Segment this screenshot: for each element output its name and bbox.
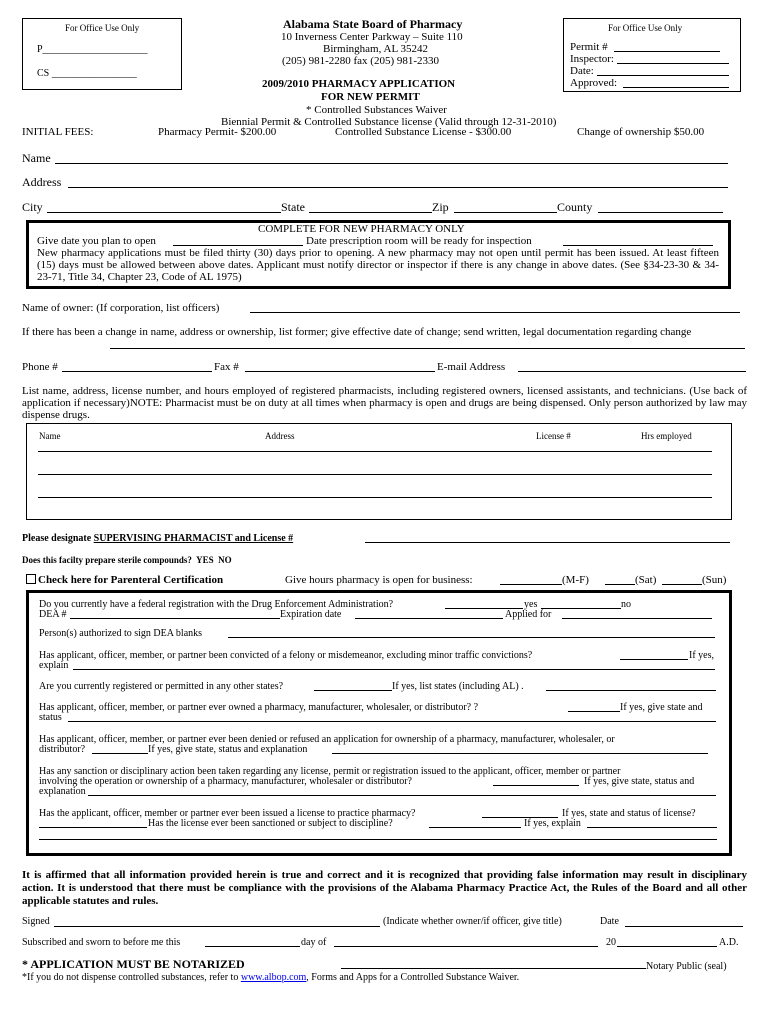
table-header-hrs: Hrs employed — [641, 431, 692, 441]
state-field[interactable] — [309, 212, 432, 213]
affirmation-text: It is affirmed that all information provided herein is true and correct and it is recognized that providing false information may result in disciplinary action. It is understood that there must be compliance with the provisions of the Alabama Pharmacy Practice Act, the Rules of the Board and all other applicable statutes and rules. — [22, 869, 747, 907]
signed-label: Signed — [22, 916, 50, 927]
zip-field[interactable] — [454, 212, 557, 213]
zip-label: Zip — [432, 200, 449, 214]
address-label: Address — [22, 175, 62, 189]
office-p-field[interactable]: P_____________________ — [37, 44, 148, 55]
notary-signature-field[interactable] — [341, 968, 646, 969]
fee-change-ownership: Change of ownership $50.00 — [577, 126, 705, 138]
pharmacists-table — [26, 423, 732, 520]
felony-explain-label: explain — [39, 660, 69, 671]
hours-mf-label: (M-F) — [562, 574, 589, 586]
owned-if-yes: If yes, give state and — [620, 702, 703, 713]
permit-field[interactable]: Permit # — [570, 41, 608, 53]
hours-sun-field[interactable] — [662, 584, 702, 585]
permit-line — [614, 51, 720, 52]
county-label: County — [557, 200, 593, 214]
phone-label: Phone # — [22, 361, 58, 373]
email-field[interactable] — [518, 371, 746, 372]
change-text: If there has been a change in name, address or ownership, list former; give effective date of change; send written, legal documentation regarding change — [22, 326, 692, 338]
fee-controlled-substance: Controlled Substance License - $300.00 — [335, 126, 512, 138]
authorized-label: Person(s) authorized to sign DEA blanks — [39, 628, 203, 639]
waiver-note: * Controlled Substances Waiver — [306, 104, 447, 116]
footer-note: *If you do not dispense controlled substances, refer to www.albop.com, Forms and Apps for a Controlled Substance Waiver. — [22, 972, 520, 983]
license-question: Has the applicant, officer, member or partner ever been issued a license to practice pharmacy? — [39, 808, 416, 819]
applied-for-label: Applied for — [505, 609, 552, 620]
table-row[interactable] — [38, 497, 712, 498]
new-pharmacy-title: COMPLETE FOR NEW PHARMACY ONLY — [258, 223, 465, 235]
owned-status-field[interactable] — [68, 721, 716, 722]
sworn-ad-label: A.D. — [719, 937, 739, 948]
denied-answer-field[interactable] — [92, 753, 148, 754]
authorized-field[interactable] — [228, 637, 715, 638]
sworn-label: Subscribed and sworn to before me this — [22, 937, 181, 948]
email-label: E-mail Address — [437, 361, 506, 373]
board-address1: 10 Inverness Center Parkway – Suite 110 — [281, 31, 463, 43]
approved-line — [623, 87, 729, 88]
board-phone: (205) 981-2280 fax (205) 981-2330 — [282, 55, 440, 67]
hours-sat-label: (Sat) — [635, 574, 657, 586]
new-pharmacy-text: New pharmacy applications must be filed thirty (30) days prior to opening. A new pharmacy may not open until permit has been issued. At least fifteen (15) days must be allowed between above dates. Applicant must notify director or inspector if there is any change in above dates. (See §34-23-30 & 34-23-71, Title 34, Chapter 23, Code of AL 1975) — [37, 247, 719, 283]
table-header-address: Address — [265, 431, 295, 441]
denied-explain-field[interactable] — [332, 753, 708, 754]
sworn-month-field[interactable] — [334, 946, 598, 947]
other-states-question: Are you currently registered or permitted in any other states? — [39, 681, 284, 692]
table-row[interactable] — [38, 474, 712, 475]
signed-field[interactable] — [54, 926, 380, 927]
table-row[interactable] — [38, 451, 712, 452]
phone-field[interactable] — [62, 371, 212, 372]
signed-date-field[interactable] — [625, 926, 743, 927]
notarized-warning: * APPLICATION MUST BE NOTARIZED — [22, 957, 245, 971]
inspector-field[interactable]: Inspector: — [570, 53, 614, 65]
albop-link[interactable]: www.albop.com — [240, 972, 307, 983]
county-field[interactable] — [598, 212, 723, 213]
other-states-answer-field[interactable] — [314, 690, 392, 691]
sanction-if-yes: If yes, give state, status and — [584, 776, 695, 787]
board-address2: Birmingham, AL 35242 — [323, 43, 429, 55]
dea-question: Do you currently have a federal registration with the Drug Enforcement Administration? — [39, 599, 394, 610]
expiration-label: Expiration date — [280, 609, 342, 620]
dea-no-label: no — [621, 599, 631, 610]
owned-question: Has applicant, officer, member, or partner ever owned a pharmacy, manufacturer, wholesaler, or distributor? ? — [39, 702, 479, 713]
name-field[interactable] — [55, 163, 728, 164]
sworn-year-field[interactable] — [617, 946, 717, 947]
owner-field[interactable] — [250, 312, 740, 313]
table-header-name: Name — [39, 431, 61, 441]
sanctioned-explain-field[interactable] — [587, 827, 717, 828]
signed-date-label: Date — [600, 916, 619, 927]
owner-label: Name of owner: (If corporation, list officers) — [22, 302, 220, 314]
extra-explain-field[interactable] — [39, 839, 717, 840]
change-field[interactable] — [110, 348, 745, 349]
board-title: Alabama State Board of Pharmacy — [283, 17, 463, 31]
dea-yes-label: yes — [524, 599, 538, 610]
fee-permit: Pharmacy Permit- $200.00 — [158, 126, 277, 138]
denied-if-yes: If yes, give state, status and explanation — [148, 744, 308, 755]
date-line — [597, 75, 729, 76]
parenteral-checkbox[interactable]: Check here for Parenteral Certification — [26, 574, 223, 586]
dea-no-field[interactable] — [541, 608, 621, 609]
dea-number-label: DEA # — [39, 609, 67, 620]
city-label: City — [22, 200, 43, 214]
notary-label: Notary Public (seal) — [646, 961, 727, 972]
application-subtitle: FOR NEW PERMIT — [321, 91, 420, 103]
other-states-list-label: If yes, list states (including AL) . — [392, 681, 524, 692]
sworn-day-label: day of — [301, 937, 327, 948]
address-field[interactable] — [68, 187, 728, 188]
hours-mf-field[interactable] — [500, 584, 562, 585]
sworn-day-field[interactable] — [205, 946, 300, 947]
date-field[interactable]: Date: — [570, 65, 594, 77]
felony-if-yes: If yes, — [689, 650, 714, 661]
sterile-yes[interactable]: YES — [196, 555, 214, 565]
dea-number-field[interactable] — [70, 618, 280, 619]
fax-field[interactable] — [245, 371, 435, 372]
state-label: State — [281, 200, 305, 214]
office-use-right-label: For Office Use Only — [608, 23, 683, 33]
owned-answer-field[interactable] — [568, 711, 620, 712]
inspector-line — [617, 63, 729, 64]
ready-date-label: Date prescription room will be ready for inspection — [306, 235, 532, 247]
felony-explain-field[interactable] — [73, 669, 715, 670]
office-cs-field[interactable]: CS _________________ — [37, 68, 137, 79]
sterile-no[interactable]: NO — [218, 555, 232, 565]
sanction-answer-field[interactable] — [493, 785, 579, 786]
ready-date-field[interactable] — [563, 245, 713, 246]
biennial-note: Biennial Permit & Controlled Substance license (Valid through 12-31-2010) — [221, 116, 557, 128]
sanctioned-if-yes: If yes, explain — [524, 818, 581, 829]
supervising-field[interactable] — [365, 542, 730, 543]
approved-field[interactable]: Approved: — [570, 77, 618, 89]
denied-distributor-label: distributor? — [39, 744, 86, 755]
sanction-question: Has any sanction or disciplinary action been taken regarding any license, permit or registration issued to the applicant, officer, member or partner — [39, 766, 621, 777]
sanctioned-answer-field[interactable] — [429, 827, 521, 828]
applied-for-field[interactable] — [562, 618, 712, 619]
supervising-label: Please designate SUPERVISING PHARMACIST and License # — [22, 533, 294, 544]
name-label: Name — [22, 151, 51, 165]
application-title: 2009/2010 PHARMACY APPLICATION — [262, 78, 456, 90]
license-if-yes: If yes, state and status of license? — [562, 808, 696, 819]
expiration-field[interactable] — [355, 618, 503, 619]
signed-indicate: (Indicate whether owner/if officer, give title) — [383, 916, 562, 927]
city-field[interactable] — [47, 212, 281, 213]
office-use-left-label: For Office Use Only — [65, 23, 140, 33]
open-date-field[interactable] — [173, 245, 303, 246]
table-header-license: License # — [536, 431, 571, 441]
felony-question: Has applicant, officer, member, or partner been convicted of a felony or misdemeanor, excluding minor traffic convictions? — [39, 650, 533, 661]
denied-question: Has applicant, officer, member, or partner ever been denied or refused an application for ownership of a pharmacy, manufacturer, wholesaler, or — [39, 734, 615, 745]
checkbox-icon[interactable] — [26, 574, 36, 584]
hours-sun-label: (Sun) — [702, 574, 727, 586]
hours-sat-field[interactable] — [605, 584, 635, 585]
sanctioned-question: Has the license ever been sanctioned or subject to discipline? — [148, 818, 393, 829]
pharmacists-instructions: List name, address, license number, and hours employed of registered pharmacists, including registered owners, licensed assistants, and technicians. (Use back of application if necessary)NOTE: Pharmacist must be on duty at all times when pharmacy is open and drugs are being dispensed. Only person authorized by law may dispense drugs. — [22, 385, 747, 421]
sterile-question: Does this facilty prepare sterile compounds? YES NO — [22, 555, 232, 565]
sanction-involving: involving the operation or ownership of a pharmacy, manufacturer, wholesaler or distributor? — [39, 776, 412, 787]
license-status-field[interactable] — [39, 827, 147, 828]
fax-label: Fax # — [214, 361, 239, 373]
felony-answer-field[interactable] — [620, 659, 688, 660]
other-states-list-field[interactable] — [546, 690, 716, 691]
sanction-explanation-field[interactable] — [88, 795, 716, 796]
owned-status-label: status — [39, 712, 62, 723]
hours-label: Give hours pharmacy is open for business: — [285, 574, 473, 586]
sworn-year-label: 20 — [606, 937, 616, 948]
initial-fees-label: INITIAL FEES: — [22, 126, 94, 138]
sanction-explanation-label: explanation — [39, 786, 86, 797]
open-date-label: Give date you plan to open — [37, 235, 156, 247]
